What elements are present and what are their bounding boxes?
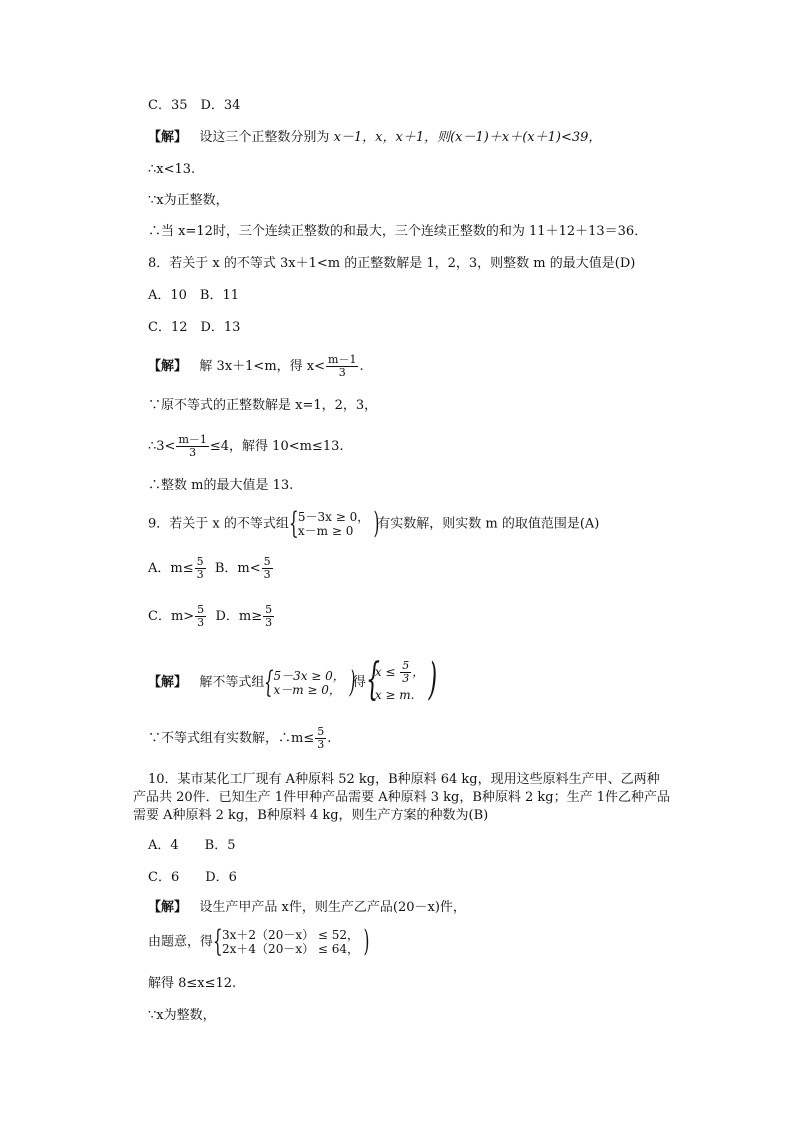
solution-8-line2	[148, 398, 377, 414]
solution-8-line3	[148, 434, 344, 459]
system-row: x ≥ m.	[374, 688, 415, 702]
solution-10-line2	[148, 924, 370, 959]
solution-line	[148, 193, 229, 209]
solution-10-line1	[148, 900, 466, 916]
fraction	[326, 354, 358, 379]
numerator: m－1	[328, 353, 357, 366]
text: ∴当 x=12时，三个连续正整数的和最大，三个连续正整数的和为 11＋12＋13＝36．	[148, 224, 648, 239]
system-row	[375, 660, 424, 685]
right-paren: )	[349, 664, 356, 700]
text: ∴3<	[148, 439, 176, 454]
right-paren: )	[363, 924, 370, 959]
solution-8-line1	[148, 354, 364, 379]
numerator: 5	[197, 603, 205, 616]
text: 解得 8≤x≤12.	[148, 976, 237, 991]
fraction	[262, 556, 273, 581]
text: ，	[412, 665, 425, 679]
text: 10．某市某化工厂现有 A种原料 52 kg，B种原料 64 kg，现用这些原料生产甲、乙两种	[148, 772, 660, 787]
text: x ≤	[374, 665, 396, 679]
solution-10-line4	[148, 1008, 216, 1024]
solution-8-line4	[148, 478, 293, 494]
text: A．m≤	[148, 561, 194, 576]
solution-10-line3	[148, 976, 236, 992]
text: ∵x为整数，	[148, 1008, 216, 1023]
text: ∵x为正整数，	[148, 193, 229, 208]
solution-system	[365, 654, 438, 705]
text: ≤4，解得 10<m≤13.	[209, 439, 344, 454]
numerator: 5	[196, 555, 204, 568]
left-brace: {	[264, 664, 274, 700]
numerator: 5	[263, 555, 271, 568]
fraction	[195, 556, 206, 581]
inequality-system	[264, 664, 356, 700]
denominator: 3	[197, 616, 205, 629]
system-row: 3x＋2（20－x） ≤ 52，	[222, 928, 360, 942]
numerator: m－1	[178, 433, 207, 446]
solution-line	[148, 162, 195, 178]
options-9-ab	[148, 556, 274, 581]
options-8-cd	[148, 320, 240, 336]
text: ∵原不等式的正整数解是 x=1，2，3，	[148, 398, 378, 413]
text: 需要 A种原料 2 kg，B种原料 4 kg，则生产方案的种数为(B)	[133, 808, 489, 823]
text: C．6 D．6	[148, 870, 237, 885]
question-9	[148, 506, 600, 541]
question-10-line3	[133, 808, 488, 824]
options-10-cd	[148, 870, 237, 886]
question-10-line2	[133, 790, 670, 806]
system-row: x－m ≥ 0	[297, 524, 354, 538]
numerator: 5	[265, 603, 273, 616]
solution-9-line1	[148, 654, 438, 705]
text: 8．若关于 x 的不等式 3x＋1<m 的正整数解是 1，2，3，则整数 m 的最大值是(D)	[148, 256, 636, 271]
solution-heading: 【解】	[148, 130, 188, 145]
text: D．m≥	[215, 609, 263, 624]
text: 得	[352, 675, 366, 690]
text: 解 3x＋1<m，得 x<	[199, 359, 326, 374]
numerator: 5	[317, 725, 325, 738]
option-line-c-d	[148, 98, 240, 114]
system-row: 5－3x ≥ 0，	[297, 510, 370, 524]
denominator: 3	[402, 672, 410, 685]
text: 产品共 20件．已知生产 1件甲种产品需要 A种原料 3 kg，B种原料 2 kg；生产 1件乙种产品	[133, 790, 671, 805]
solution-heading: 【解】	[148, 900, 188, 915]
fraction	[315, 726, 326, 751]
denominator: 3	[189, 446, 197, 459]
text: 设这三个正整数分别为	[199, 130, 330, 145]
left-brace: {	[213, 924, 223, 959]
text: 有实数解，则实数 m 的取值范围是(A)	[377, 516, 600, 532]
denominator: 3	[317, 738, 325, 751]
text: 解不等式组	[199, 675, 265, 690]
text: B．m<	[214, 561, 261, 576]
solution-line	[148, 130, 601, 146]
denominator: 3	[338, 366, 346, 379]
text: 由题意，得	[148, 934, 214, 950]
question-8	[148, 256, 635, 272]
text: 设生产甲产品 x件，则生产乙产品(20－x)件，	[199, 900, 466, 915]
denominator: 3	[265, 616, 273, 629]
text: A．10 B．11	[148, 288, 240, 303]
inequality-system	[288, 506, 380, 541]
text: ∵不等式组有实数解，∴m≤	[148, 731, 315, 746]
text: .	[327, 731, 332, 746]
text: A．4 B．5	[148, 838, 236, 853]
solution-line	[148, 224, 647, 240]
options-8-ab	[148, 288, 239, 304]
inequality-system	[213, 924, 370, 959]
system-row: 2x＋4（20－x） ≤ 64，	[222, 942, 360, 956]
text: x－1，x，x＋1，则(x－1)＋x＋(x＋1)<39，	[333, 130, 602, 145]
denominator: 3	[263, 568, 271, 581]
right-paren: )	[428, 654, 438, 705]
options-9-cd	[148, 604, 275, 629]
left-brace: {	[365, 654, 380, 705]
solution-9-line2	[148, 726, 331, 751]
denominator: 3	[196, 568, 204, 581]
numerator: 5	[402, 659, 410, 672]
text: ∴x<13.	[148, 162, 196, 177]
text: .	[359, 359, 364, 374]
text: C．35 D．34	[148, 98, 241, 113]
system-row: x－m ≥ 0，	[273, 682, 341, 697]
fraction	[176, 434, 208, 459]
solution-heading: 【解】	[148, 359, 188, 374]
fraction	[400, 660, 411, 685]
left-brace: {	[288, 506, 299, 541]
right-paren: )	[373, 506, 380, 541]
solution-heading: 【解】	[148, 675, 188, 690]
system-row: 5－3x ≥ 0，	[273, 668, 345, 683]
text: C．12 D．13	[148, 320, 241, 335]
text: C．m>	[148, 609, 195, 624]
fraction	[195, 604, 206, 629]
text: 9．若关于 x 的不等式组	[148, 516, 289, 532]
options-10-ab	[148, 838, 235, 854]
question-10-line1	[148, 772, 660, 788]
fraction	[263, 604, 274, 629]
text: ∴整数 m的最大值是 13.	[148, 478, 294, 493]
